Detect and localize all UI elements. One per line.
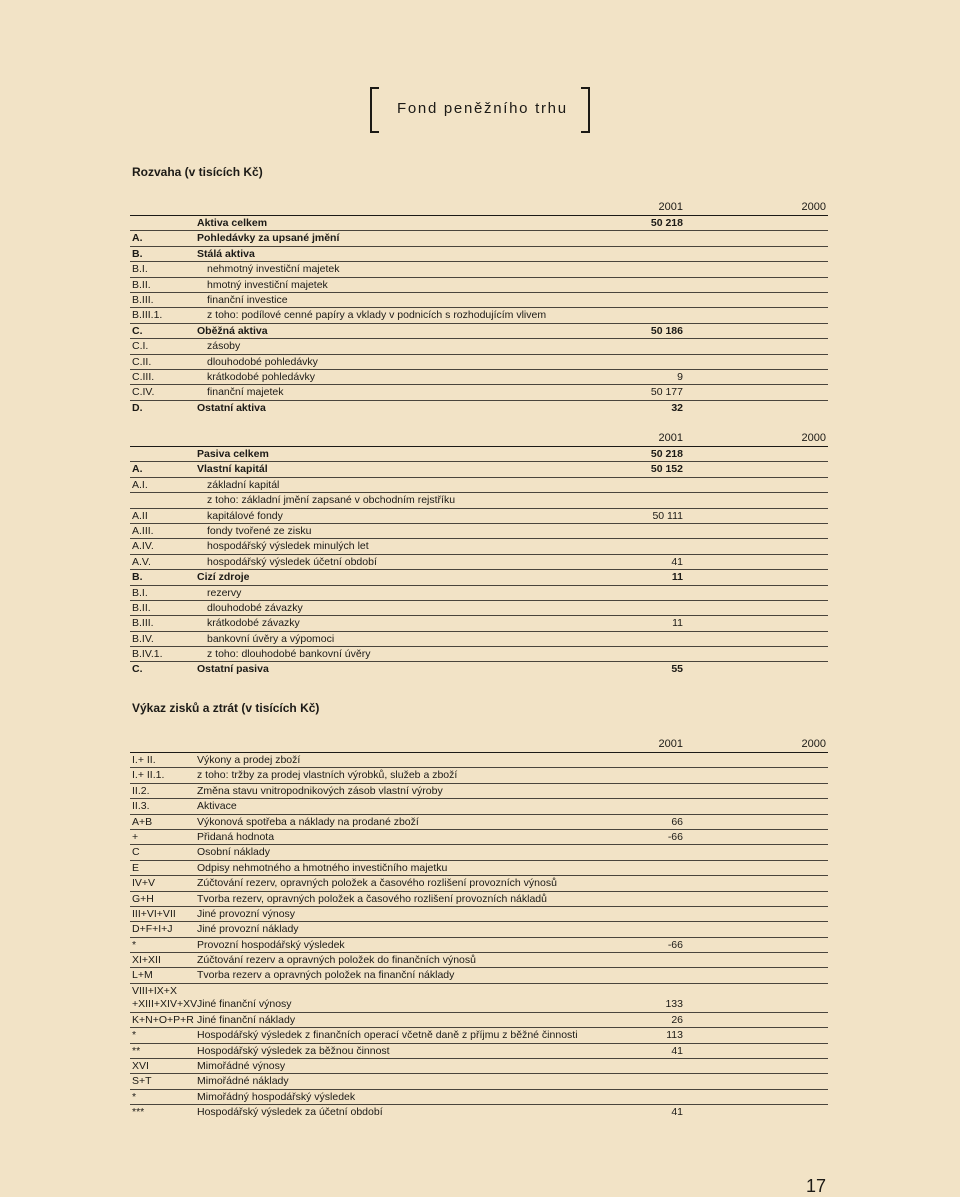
table-row <box>130 339 828 354</box>
row-code: A+B <box>132 815 153 828</box>
table-row <box>130 262 828 277</box>
row-label: z toho: dlouhodobé bankovní úvěry <box>207 648 371 661</box>
table-row <box>130 462 828 477</box>
row-label: Přidaná hodnota <box>197 830 275 843</box>
table-row <box>130 601 828 616</box>
row-code: B.III. <box>132 617 154 630</box>
page-number: 17 <box>806 1176 827 1196</box>
row-code: L+M <box>132 969 153 982</box>
table-row <box>130 478 828 493</box>
row-label: Zúčtování rezerv a opravných položek do finančních výnosů <box>197 954 476 967</box>
assets-rows <box>130 216 828 415</box>
row-code: * <box>132 1090 137 1103</box>
table-row <box>130 876 828 891</box>
row-label: finanční majetek <box>207 386 284 399</box>
row-code: A.III. <box>132 524 154 537</box>
liabilities-year-header <box>130 430 828 447</box>
table-row <box>130 1074 828 1089</box>
table-row <box>130 293 828 308</box>
year-previous: 2000 <box>801 738 826 750</box>
row-code: * <box>132 1029 137 1042</box>
table-row <box>130 922 828 937</box>
row-label: Hospodářský výsledek z finančních operací včetně daně z příjmu z běžné činnosti <box>197 1029 578 1042</box>
table-row <box>130 385 828 400</box>
income-statement-title: Výkaz zisků a ztrát (v tisících Kč) <box>132 701 320 715</box>
row-code: III+VI+VII <box>132 907 176 920</box>
table-row <box>130 1044 828 1059</box>
row-code: C.IV. <box>132 386 155 399</box>
year-current: 2001 <box>658 738 683 750</box>
row-label: krátkodobé závazky <box>207 617 300 630</box>
table-row <box>130 447 828 462</box>
row-label: Mimořádné náklady <box>197 1075 289 1088</box>
row-value-2001: 41 <box>671 1044 683 1057</box>
table-row <box>130 401 828 415</box>
table-row <box>130 753 828 768</box>
row-value-2001: 50 218 <box>650 448 683 460</box>
income-table <box>130 736 828 1120</box>
row-value-2001: 133 <box>665 997 683 1010</box>
row-label: rezervy <box>207 586 242 599</box>
table-row <box>130 555 828 570</box>
liabilities-rows <box>130 447 828 677</box>
row-value-2001: 26 <box>671 1013 683 1026</box>
row-label: Pohledávky za upsané jmění <box>197 232 340 245</box>
row-code: B.I. <box>132 263 148 276</box>
table-row <box>130 845 828 860</box>
row-label: Pasiva celkem <box>197 448 269 460</box>
row-label: Změna stavu vnitropodnikových zásob vlastní výroby <box>197 784 443 797</box>
row-code: ** <box>132 1044 141 1057</box>
row-code: C.I. <box>132 340 149 353</box>
row-label: Ostatní pasiva <box>197 663 269 676</box>
row-label: Aktiva celkem <box>197 217 268 229</box>
year-current: 2001 <box>658 432 683 444</box>
year-previous: 2000 <box>801 432 826 444</box>
row-label: Aktivace <box>197 800 237 813</box>
table-row <box>130 1105 828 1119</box>
row-label: finanční investice <box>207 293 288 306</box>
row-code: A.I. <box>132 478 148 491</box>
left-bracket <box>370 87 379 133</box>
table-row <box>130 247 828 262</box>
row-code: B.II. <box>132 601 151 614</box>
table-row <box>130 1059 828 1074</box>
row-label: Cizí zdroje <box>197 571 250 584</box>
row-value-2001: 50 218 <box>650 217 683 229</box>
row-label: Vlastní kapitál <box>197 463 268 476</box>
page-header <box>370 87 590 133</box>
table-row <box>130 907 828 922</box>
table-row <box>130 370 828 385</box>
row-label: Jiné finanční výnosy <box>197 997 292 1010</box>
row-value-2001: 50 111 <box>652 509 683 522</box>
row-label: z toho: základní jmění zapsané v obchodním rejstříku <box>207 494 456 507</box>
row-label: fondy tvořené ze zisku <box>207 524 312 537</box>
row-code: A. <box>132 463 143 476</box>
row-label: Ostatní aktiva <box>197 401 266 414</box>
row-label: hmotný investiční majetek <box>207 278 328 291</box>
row-label: krátkodobé pohledávky <box>207 370 315 383</box>
table-row <box>130 586 828 601</box>
row-value-2001: 11 <box>671 571 683 584</box>
row-code: C. <box>132 324 143 337</box>
row-value-2001: -66 <box>667 938 683 951</box>
row-label: z toho: tržby za prodej vlastních výrobků, služeb a zboží <box>197 769 458 782</box>
row-label: Stálá aktiva <box>197 247 255 260</box>
row-label: Odpisy nehmotného a hmotného investičního majetku <box>197 861 448 874</box>
row-code: I.+ II.1. <box>132 769 165 782</box>
row-code: D. <box>132 401 143 414</box>
row-label: z toho: podílové cenné papíry a vklady v podnicích s rozhodujícím vlivem <box>207 309 547 322</box>
row-code: C.II. <box>132 355 152 368</box>
row-code: B. <box>132 571 143 584</box>
table-row <box>130 984 828 1013</box>
table-row <box>130 1028 828 1043</box>
table-row <box>130 355 828 370</box>
row-code: *** <box>132 1106 145 1119</box>
row-label: Mimořádný hospodářský výsledek <box>197 1090 356 1103</box>
row-label: dlouhodobé pohledávky <box>207 355 318 368</box>
row-code: A.II <box>132 509 148 522</box>
table-row <box>130 968 828 983</box>
table-row <box>130 784 828 799</box>
row-label: základní kapitál <box>207 478 280 491</box>
table-row <box>130 231 828 246</box>
row-code: A. <box>132 232 143 245</box>
row-code: I.+ II. <box>132 754 156 766</box>
row-value-2001: 55 <box>671 663 683 676</box>
liabilities-table <box>130 430 828 677</box>
row-label: Tvorba rezerv, opravných položek a časového rozlišení provozních nákladů <box>197 892 547 905</box>
table-row <box>130 632 828 647</box>
row-label: dlouhodobé závazky <box>207 601 303 614</box>
row-value-2001: 50 152 <box>650 463 683 476</box>
row-label: hospodářský výsledek účetní období <box>207 555 377 568</box>
row-code: II.3. <box>132 800 150 813</box>
table-row <box>130 570 828 585</box>
row-value-2001: -66 <box>667 830 683 843</box>
table-row <box>130 509 828 524</box>
row-code: G+H <box>132 892 154 905</box>
row-code: C.III. <box>132 370 155 383</box>
row-code: B.I. <box>132 586 148 599</box>
table-row <box>130 861 828 876</box>
table-row <box>130 324 828 339</box>
row-value-2001: 66 <box>671 815 683 828</box>
row-code: B.II. <box>132 278 151 291</box>
row-code: B.III. <box>132 293 154 306</box>
table-row <box>130 647 828 662</box>
table-row <box>130 524 828 539</box>
row-label: Tvorba rezerv a opravných položek na finanční náklady <box>197 969 455 982</box>
row-code: C <box>132 846 140 859</box>
right-bracket <box>581 87 590 133</box>
year-current: 2001 <box>658 201 683 213</box>
table-row <box>130 216 828 231</box>
table-row <box>130 768 828 783</box>
row-label: Jiné finanční náklady <box>197 1013 296 1026</box>
row-label: bankovní úvěry a výpomoci <box>207 632 335 645</box>
row-value-2001: 41 <box>671 555 683 568</box>
row-code: B.III.1. <box>132 309 163 322</box>
row-code: IV+V <box>132 877 156 890</box>
row-value-2001: 9 <box>677 370 683 383</box>
row-code: A.V. <box>132 555 151 568</box>
row-label: Zúčtování rezerv, opravných položek a časového rozlišení provozních výnosů <box>197 877 557 890</box>
row-code: B.IV. <box>132 632 154 645</box>
row-value-2001: 41 <box>671 1106 683 1119</box>
row-label: Mimořádné výnosy <box>197 1060 286 1073</box>
table-row <box>130 1013 828 1028</box>
row-code: A.IV. <box>132 540 154 553</box>
row-code: K+N+O+P+R <box>132 1013 194 1026</box>
row-code: S+T <box>132 1075 152 1088</box>
table-row <box>130 815 828 830</box>
row-value-2001: 32 <box>671 401 683 414</box>
table-row <box>130 278 828 293</box>
row-code: II.2. <box>132 784 150 797</box>
row-label: Hospodářský výsledek za účetní období <box>197 1106 383 1119</box>
table-row <box>130 308 828 323</box>
row-label: Výkony a prodej zboží <box>197 754 301 766</box>
row-code: XI+XII <box>132 954 161 967</box>
row-label: Jiné provozní výnosy <box>197 907 296 920</box>
table-row <box>130 938 828 953</box>
row-label: Výkonová spotřeba a náklady na prodané zboží <box>197 815 419 828</box>
table-row <box>130 662 828 676</box>
row-code: D+F+I+J <box>132 923 173 936</box>
row-label: kapitálové fondy <box>207 509 283 522</box>
row-label: nehmotný investiční majetek <box>207 263 340 276</box>
row-label: hospodářský výsledek minulých let <box>207 540 369 553</box>
row-label: Provozní hospodářský výsledek <box>197 938 345 951</box>
row-label: Osobní náklady <box>197 846 270 859</box>
table-row <box>130 892 828 907</box>
assets-year-header <box>130 199 828 216</box>
income-year-header <box>130 736 828 753</box>
row-code: VIII+IX+X +XIII+XIV+XV <box>132 984 198 1010</box>
row-value-2001: 11 <box>672 617 683 630</box>
table-row <box>130 830 828 845</box>
row-value-2001: 50 186 <box>650 324 683 337</box>
table-row <box>130 539 828 554</box>
row-label: Jiné provozní náklady <box>197 923 299 936</box>
row-label: Oběžná aktiva <box>197 324 268 337</box>
row-code: * <box>132 938 137 951</box>
table-row <box>130 616 828 631</box>
document-title: Fond peněžního trhu <box>397 100 568 117</box>
income-rows <box>130 753 828 1120</box>
row-code: C. <box>132 663 143 676</box>
year-previous: 2000 <box>801 201 826 213</box>
table-row <box>130 1090 828 1105</box>
row-code: XVI <box>132 1060 149 1073</box>
table-row <box>130 799 828 814</box>
row-label: zásoby <box>207 340 241 353</box>
row-value-2001: 113 <box>666 1029 683 1042</box>
balance-sheet-title: Rozvaha (v tisících Kč) <box>132 165 263 179</box>
row-value-2001: 50 177 <box>650 386 683 399</box>
row-code: B. <box>132 247 143 260</box>
row-code: E <box>132 861 140 874</box>
row-code: + <box>132 830 139 843</box>
assets-table <box>130 199 828 415</box>
row-label: Hospodářský výsledek za běžnou činnost <box>197 1044 390 1057</box>
row-code: B.IV.1. <box>132 648 163 661</box>
table-row <box>130 953 828 968</box>
table-row <box>130 493 828 508</box>
